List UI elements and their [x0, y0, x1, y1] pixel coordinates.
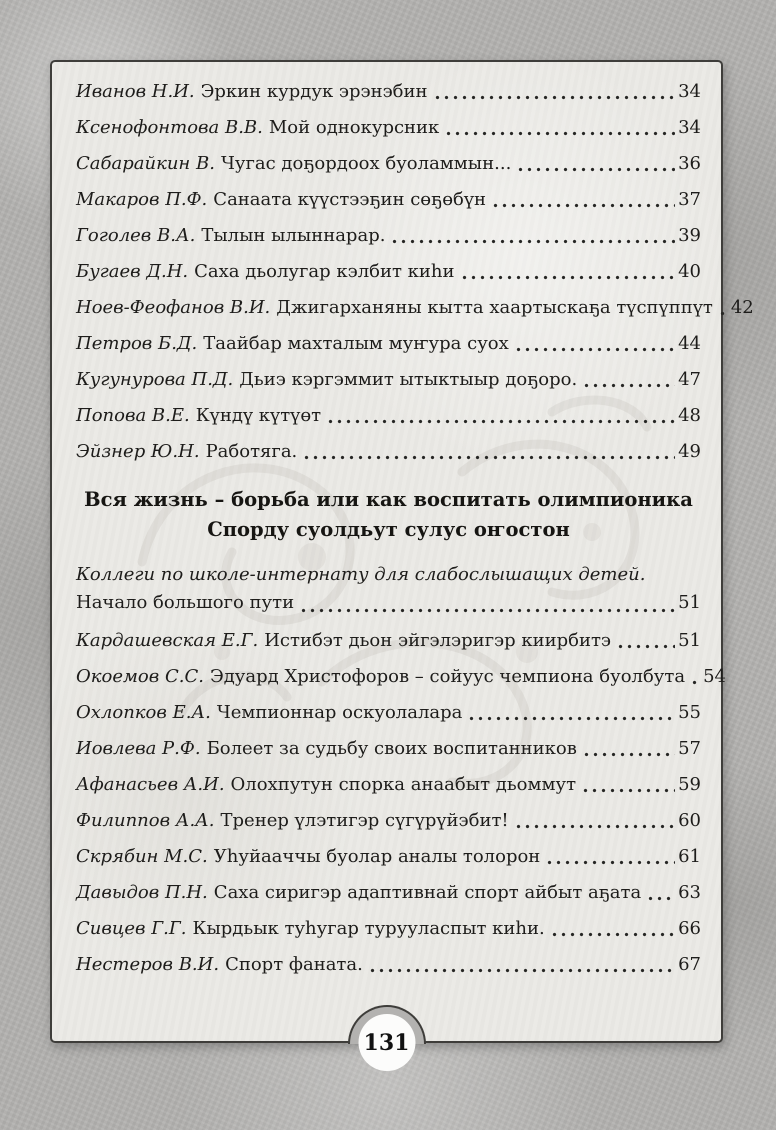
toc-entry	[76, 440, 701, 464]
page-number: 131	[363, 1029, 410, 1056]
dot-leader	[370, 968, 675, 973]
toc-entry	[76, 224, 701, 248]
entry-page-number: 34	[678, 117, 701, 138]
entry-title: Саха дьолугар кэлбит киһи	[194, 261, 455, 282]
entry-author: Макаров П.Ф.	[76, 189, 208, 210]
entry-title: Тылын ылыннарар.	[201, 225, 386, 246]
entry-page-number: 55	[678, 702, 701, 723]
dot-leader	[516, 824, 675, 829]
entry-author: Петров Б.Д.	[76, 333, 198, 354]
toc-entry	[76, 368, 701, 392]
dot-leader	[547, 860, 675, 865]
entry-title: Тренер үлэтигэр сүгүрүйэбит!	[220, 810, 509, 831]
section-heading-line1: Вся жизнь – борьба или как воспитать олимпионика	[84, 488, 693, 511]
toc-entry	[76, 881, 701, 905]
toc-entry	[76, 332, 701, 356]
toc-entry	[76, 737, 701, 761]
entry-title: Уһуйааччы буолар аналы толорон	[213, 846, 541, 867]
dot-leader	[552, 932, 675, 937]
entry-author: Кугунурова П.Д.	[76, 369, 234, 390]
entry-author: Скрябин М.С.	[76, 846, 208, 867]
toc-entry	[76, 773, 701, 797]
entry-author: Окоемов С.С.	[76, 666, 204, 687]
dot-leader	[301, 608, 675, 613]
entry-page-number: 61	[678, 846, 701, 867]
section-heading	[76, 485, 701, 545]
entry-page-number: 44	[678, 333, 701, 354]
dot-leader	[618, 644, 675, 649]
entry-title: Саха сиригэр адаптивнай спорт айбыт аҕата	[213, 882, 642, 903]
entry-page-number: 67	[678, 954, 701, 975]
entry-page-number: 54	[703, 666, 726, 687]
entry-page-number: 36	[678, 153, 701, 174]
entry-page-number: 51	[678, 630, 701, 651]
entry-page-number: 49	[678, 441, 701, 462]
entry-page-number: 63	[678, 882, 701, 903]
toc-entry	[76, 152, 701, 176]
entry-author: Иовлева Р.Ф.	[76, 738, 201, 759]
entry-title: Начало большого пути	[76, 592, 295, 613]
entry-title: Мой однокурсник	[268, 117, 440, 138]
entry-author: Филиппов А.А.	[76, 810, 215, 831]
dot-leader	[648, 896, 675, 901]
entry-page-number: 37	[678, 189, 701, 210]
entry-title: Олохпутун спорка анаабыт дьоммут	[230, 774, 577, 795]
entry-author: Эйзнер Ю.Н.	[76, 441, 200, 462]
entry-author: Ноев-Феофанов В.И.	[76, 297, 271, 318]
dot-leader	[392, 239, 675, 244]
entry-author: Давыдов П.Н.	[76, 882, 208, 903]
toc-entry	[76, 80, 701, 104]
dot-leader	[583, 788, 675, 793]
entry-author: Иванов Н.И.	[76, 81, 195, 102]
toc-entry	[76, 260, 701, 284]
entry-author: Ксенофонтова В.В.	[76, 117, 263, 138]
dot-leader	[446, 131, 675, 136]
entry-author: Бугаев Д.Н.	[76, 261, 189, 282]
toc-entry	[76, 296, 754, 320]
entry-author: Охлопков Е.А.	[76, 702, 211, 723]
entry-page-number: 51	[678, 592, 701, 613]
dot-leader	[469, 716, 675, 721]
dot-leader	[462, 275, 676, 280]
page-number-circle	[358, 1014, 415, 1071]
entry-title: Эркин курдук эрэнэбин	[200, 81, 428, 102]
dot-leader	[720, 311, 728, 316]
entry-author: Гоголев В.А.	[76, 225, 196, 246]
dot-leader	[493, 203, 675, 208]
dot-leader	[518, 167, 675, 172]
entry-page-number: 57	[678, 738, 701, 759]
toc-entry	[76, 809, 701, 833]
entry-author-line: Коллеги по школе-интернату для слабослышащих детей.	[76, 564, 646, 585]
page-paper	[50, 60, 754, 1056]
entry-title: Чугас доҕордоох буоламмын...	[220, 153, 512, 174]
toc-entry	[76, 917, 701, 941]
entry-author: Сабарайкин В.	[76, 153, 215, 174]
entry-page-number: 34	[678, 81, 701, 102]
dot-leader	[328, 419, 675, 424]
entry-page-number: 40	[678, 261, 701, 282]
toc-entry	[76, 665, 726, 689]
toc-entry	[76, 953, 701, 977]
entry-author: Попова В.Е.	[76, 405, 190, 426]
dot-leader	[692, 680, 700, 685]
toc-entry	[76, 188, 701, 212]
entry-title: Болеет за судьбу своих воспитанников	[206, 738, 577, 759]
entry-page-number: 59	[678, 774, 701, 795]
entry-page-number: 42	[730, 297, 754, 318]
entry-page-number: 39	[678, 225, 701, 246]
entry-page-number: 48	[678, 405, 701, 426]
entry-title: Чемпионнар оскуолалара	[216, 702, 463, 723]
entry-title: Истибэт дьон эйгэлэригэр киирбитэ	[264, 630, 612, 651]
toc-entry-two-line	[76, 561, 701, 617]
entry-page-number: 47	[678, 369, 701, 390]
toc-entry	[76, 845, 701, 869]
entry-title: Эдуард Христофоров – сойуус чемпиона буолбута	[209, 666, 686, 687]
entry-title: Дьиэ кэргэммит ытыктыыр доҕоро.	[239, 369, 578, 390]
entry-title: Работяга.	[205, 441, 298, 462]
entry-title: Кырдьык туһугар турууласпыт киһи.	[192, 918, 545, 939]
entry-title: Күндү күтүөт	[195, 405, 322, 426]
dot-leader	[304, 455, 675, 460]
entry-title: Джигарханяны кытта хаартыскаҕа түспүппүт	[276, 297, 713, 318]
entry-title: Спорт фаната.	[225, 954, 363, 975]
entry-title: Санаата күүстээҕин сөҕөбүн	[213, 189, 487, 210]
entry-title: Таайбар махталым муҥура суох	[203, 333, 509, 354]
entry-author: Кардашевская Е.Г.	[76, 630, 259, 651]
toc-entry	[76, 404, 701, 428]
toc-entry	[76, 629, 701, 653]
toc-content	[52, 62, 754, 977]
dot-leader	[584, 752, 675, 757]
dot-leader	[435, 95, 676, 100]
toc-entry	[76, 116, 701, 140]
dot-leader	[584, 383, 675, 388]
entry-page-number: 60	[678, 810, 701, 831]
toc-entry	[76, 701, 701, 725]
section-heading-line2: Спорду суолдьут сулус оҥостон	[207, 518, 570, 541]
entry-author: Афанасьев А.И.	[76, 774, 225, 795]
entry-author: Нестеров В.И.	[76, 954, 220, 975]
entry-page-number: 66	[678, 918, 701, 939]
entry-author: Сивцев Г.Г.	[76, 918, 187, 939]
dot-leader	[516, 347, 675, 352]
